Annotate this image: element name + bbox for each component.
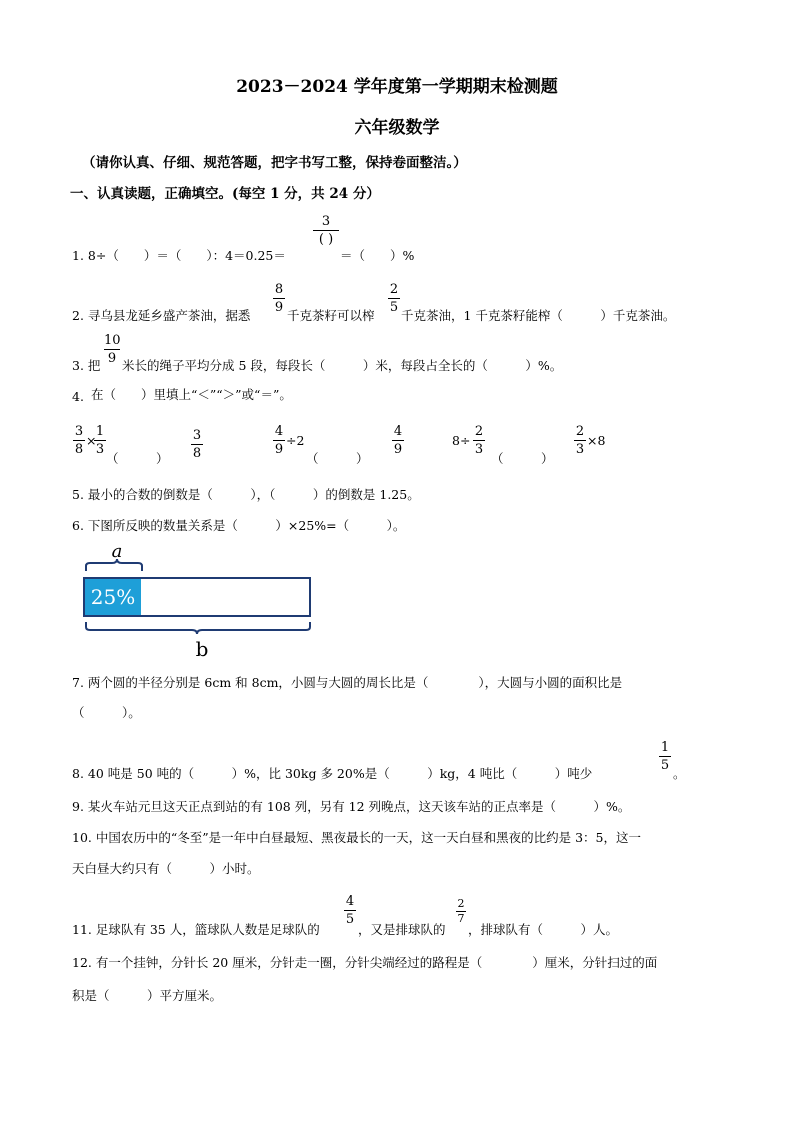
q1-text-b: ＝（ ）% [340, 248, 415, 263]
q2-text-a: 2. 寻乌县龙延乡盛产茶油，据悉 [72, 308, 251, 323]
q3-text-a: 3. 把 [72, 358, 101, 373]
q4-i1-blank[interactable]: （ ） [106, 451, 169, 466]
q4-i2-c-den: 9 [393, 442, 403, 457]
q9-text: 9. 某火车站元旦这天正点到站的有 108 列，另有 12 列晚点，这天该车站的正点率是（ ）%。 [72, 799, 631, 814]
label-b: b [195, 637, 209, 661]
q4-i2-l-num: 4 [274, 424, 284, 439]
q3-f-den: 9 [107, 351, 117, 366]
q4-i2-l-den: 9 [274, 442, 284, 457]
q3-f-num: 10 [104, 333, 121, 348]
q10-line2: 天白昼大约只有（ ）小时。 [72, 861, 260, 876]
percent-label: 25% [90, 585, 136, 609]
q1-fraction [313, 214, 339, 247]
q4-i3-c-den: 3 [575, 442, 585, 457]
q11-fraction-2 [456, 898, 466, 925]
q12-line1: 12. 有一个挂钟，分针长 20 厘米，分针走一圈，分针尖端经过的路程是（ ）厘米，分针扫过的面 [72, 955, 658, 970]
q4-i1-compare-fraction [191, 428, 203, 461]
q11-fraction-1 [344, 894, 356, 927]
q4-i3-right-fraction [473, 424, 485, 457]
q8-f-num: 1 [660, 740, 670, 755]
label-a: a [111, 541, 123, 562]
proportion-diagram [78, 538, 318, 663]
instruction-text: （请你认真、仔细、规范答题，把字书写工整，保持卷面整洁。） [82, 155, 467, 171]
q4-i1-l-num: 3 [74, 424, 84, 439]
q6-text: 6. 下图所反映的数量关系是（ ）×25%=（ ）。 [72, 518, 406, 533]
q11-f2-den: 7 [457, 912, 465, 925]
q4-i3-blank[interactable]: （ ） [491, 451, 554, 466]
q12-line2: 积是（ ）平方厘米。 [72, 988, 223, 1003]
q4-i1-r-num: 1 [95, 424, 105, 439]
q2-f1-den: 9 [274, 300, 284, 315]
q4-i3-post: ×8 [587, 433, 606, 448]
q2-text-b: 千克茶籽可以榨 [287, 308, 375, 323]
q1-text-a: 1. 8÷（ ）＝（ ）：4＝0.25＝ [72, 248, 286, 263]
q4-i2-compare-fraction [392, 424, 404, 457]
q4-i2-left-fraction [273, 424, 285, 457]
q4-i1-c-num: 3 [192, 428, 202, 443]
q2-text-c: 千克茶油，1 千克茶籽能榨（ ）千克茶油。 [401, 308, 676, 323]
q11-text-a: 11. 足球队有 35 人，篮球队人数是足球队的 [72, 922, 320, 937]
q7-line1: 7. 两个圆的半径分别是 6cm 和 8cm，小圆与大圆的周长比是（ ），大圆与小圆的面积比是 [72, 675, 623, 690]
q2-fraction-1 [273, 282, 285, 315]
q4-i2-c-num: 4 [393, 424, 403, 439]
q3-text-b: 米长的绳子平均分成 5 段，每段长（ ）米，每段占全长的（ ）%。 [122, 358, 563, 373]
q8-f-den: 5 [660, 758, 670, 773]
q2-f2-den: 5 [389, 300, 399, 315]
q4-i3-c-num: 2 [575, 424, 585, 439]
q3-fraction [104, 333, 120, 366]
q8-text-a: 8. 40 吨是 50 吨的（ ）%，比 30kg 多 20%是（ ）kg，4 吨比（ ）吨少 [72, 766, 593, 781]
page-subtitle: 六年级数学 [354, 118, 440, 138]
q4-i1-left-fraction [73, 424, 85, 457]
section-heading: 一、认真读题，正确填空。(每空 1 分，共 24 分） [70, 186, 380, 202]
q4-i1-l-den: 8 [74, 442, 84, 457]
q11-text-c: ，排球队有（ ）人。 [468, 922, 619, 937]
q4-i1-op: × [86, 433, 97, 448]
q4-text: 在（ ）里填上“＜”“＞”或“＝”。 [91, 387, 292, 402]
q2-fraction-2 [388, 282, 400, 315]
brace-b [86, 622, 310, 634]
q2-f2-num: 2 [389, 282, 399, 297]
q4-i3-r-den: 3 [474, 442, 484, 457]
q4-i2-op: ÷2 [286, 433, 305, 448]
q4-i3-pre: 8÷ [452, 433, 471, 448]
q4-i1-c-den: 8 [192, 446, 202, 461]
q4-i1-right-fraction [94, 424, 106, 457]
q7-line2: （ ）。 [72, 705, 141, 720]
q11-text-b: ，又是排球队的 [358, 922, 446, 937]
q11-f1-num: 4 [345, 894, 355, 909]
q4-number: 4. [72, 389, 84, 404]
q2-f1-num: 8 [274, 282, 284, 297]
q4-i1-r-den: 3 [95, 442, 105, 457]
q4-i2-blank[interactable]: （ ） [306, 451, 369, 466]
q4-i3-compare-fraction [574, 424, 586, 457]
q10-line1: 10. 中国农历中的“冬至”是一年中白昼最短、黑夜最长的一天，这一天白昼和黑夜的比约是 3：5，这一 [72, 830, 642, 845]
q8-fraction [659, 740, 671, 773]
q1-frac-den: ( ) [318, 232, 334, 247]
q11-f1-den: 5 [345, 912, 355, 927]
q1-frac-num: 3 [321, 214, 331, 229]
q5-text: 5. 最小的合数的倒数是（ ），（ ）的倒数是 1.25。 [72, 487, 420, 502]
q4-i3-r-num: 2 [474, 424, 484, 439]
q8-text-b: 。 [673, 766, 686, 781]
page-title: 2023－2024 学年度第一学期期末检测题 [236, 77, 558, 97]
q11-f2-num: 2 [457, 897, 465, 910]
